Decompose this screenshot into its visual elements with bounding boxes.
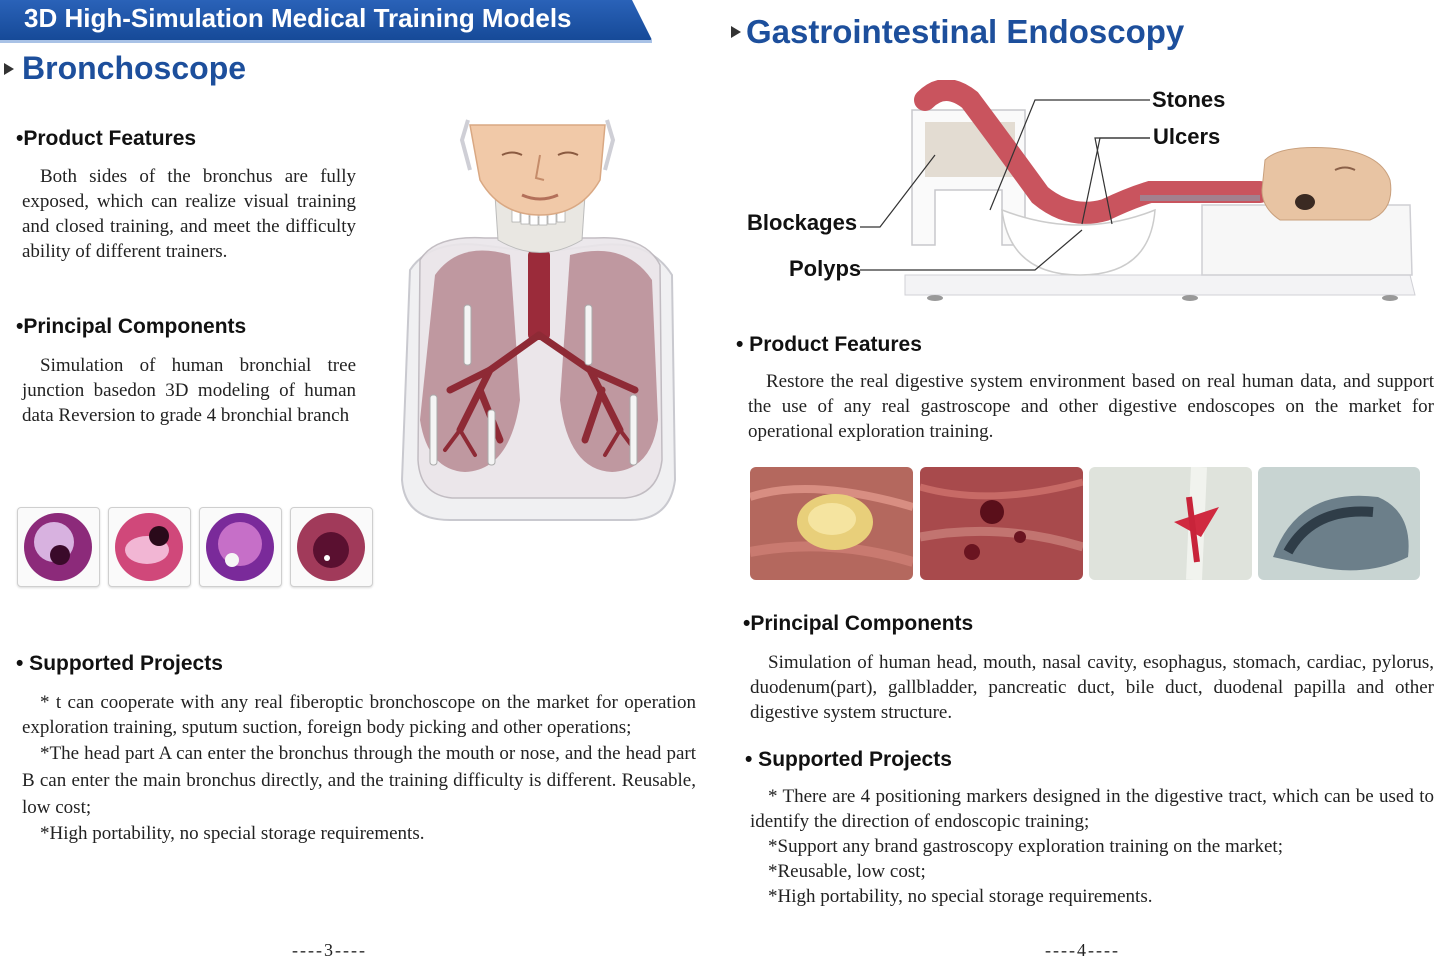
section-title-gastro: Gastrointestinal Endoscopy [746, 13, 1185, 50]
left-features-text: Both sides of the bronchus are fully exposed, which can realize visual training and closed training, and meet the difficulty ability of different trainers. [22, 166, 356, 262]
bronchoscope-view-4 [290, 507, 373, 587]
bronchoscope-model-illustration [390, 100, 690, 530]
label-polyps: Polyps [789, 256, 862, 281]
left-project-item: *High portability, no special storage requirements. [40, 823, 425, 844]
bronchoscope-view-1 [17, 507, 100, 587]
label-ulcers: Ulcers [1153, 124, 1221, 149]
right-projects-list [750, 784, 1434, 909]
page-number-4: ----4---- [1045, 940, 1120, 960]
right-projects-heading: • Supported Projects [745, 748, 952, 771]
left-projects-heading: • Supported Projects [16, 652, 223, 675]
right-project-item: * There are 4 positioning markers designed in the digestive tract, which can be used to identify the direction of endoscopic training; [750, 786, 1434, 832]
right-components-text: Simulation of human head, mouth, nasal cavity, esophagus, stomach, cardiac, pylorus, duodenum(part), gallbladder, pancreatic duct, bile duct, duodenal papilla and other digestive system structure. [750, 652, 1434, 723]
left-project-item: * t can cooperate with any real fiberoptic bronchoscope on the market for operation exploration training, sputum suction, foreign body picking and other operations; [22, 692, 696, 738]
bronchoscope-view-3 [199, 507, 282, 587]
page-number-3: ----3---- [292, 940, 367, 960]
section-title-bronchoscope: Bronchoscope [22, 50, 247, 86]
endoscopy-photo-polyps [1258, 467, 1420, 580]
callout-lines [850, 90, 1160, 280]
label-blockages: Blockages [747, 210, 858, 235]
endoscopy-photo-stones [750, 467, 913, 580]
endoscopy-photo-blockages [1089, 467, 1252, 580]
right-features-text: Restore the real digestive system environment based on real human data, and support the use of any real gastroscope and other digestive endoscopes on the market for operational exploration training. [748, 371, 1434, 442]
left-features-heading: •Product Features [16, 127, 197, 150]
section-arrow-icon [4, 63, 14, 75]
endoscopy-photo-ulcers [920, 467, 1083, 580]
left-project-item: *The head part A can enter the bronchus through the mouth or nose, and the head part B can enter the main bronchus directly, and the training difficulty is different. Reusable, low cost; [22, 743, 696, 818]
right-project-item: *High portability, no special storage requirements. [768, 886, 1153, 907]
bronchoscope-view-2 [108, 507, 191, 587]
left-components-heading: •Principal Components [16, 315, 247, 338]
right-project-item: *Reusable, low cost; [768, 861, 926, 882]
left-components-text: Simulation of human bronchial tree junction basedon 3D modeling of human data Reversion to grade 4 bronchial branch [22, 355, 356, 426]
right-features-heading: • Product Features [736, 333, 922, 356]
right-components-heading: •Principal Components [743, 612, 974, 635]
banner-underline [0, 40, 652, 43]
right-project-item: *Support any brand gastroscopy exploration training on the market; [768, 836, 1283, 857]
section-arrow-icon [731, 26, 741, 38]
left-projects-list [22, 690, 696, 846]
label-stones: Stones [1152, 87, 1226, 112]
banner-title: 3D High-Simulation Medical Training Models [24, 3, 572, 33]
